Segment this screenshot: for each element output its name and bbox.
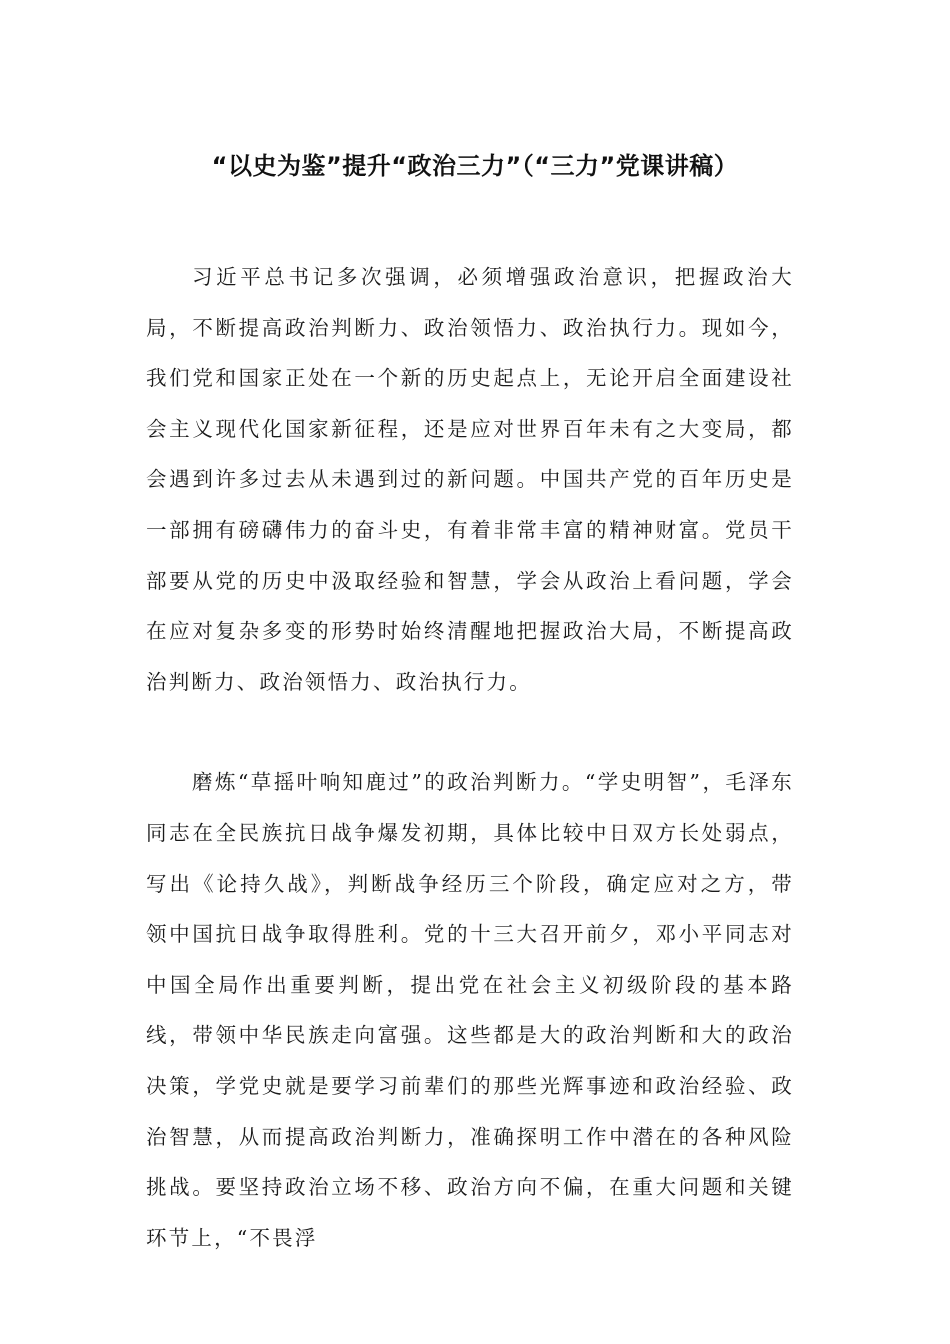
paragraph-intro: 习近平总书记多次强调，必须增强政治意识，把握政治大局，不断提高政治判断力、政治领悟力、政治执行力。现如今，我们党和国家正处在一个新的历史起点上，无论开启全面建设社会主义现代化国家新征程，还是应对世界百年未有之大变局，都会遇到许多过去从未遇到过的新问题。中国共产党的百年历史是一部拥有磅礴伟力的奋斗史，有着非常丰富的精神财富。党员干部要从党的历史中汲取经验和智慧，学会从政治上看问题，学会在应对复杂多变的形势时始终清醒地把握政治大局，不断提高政治判断力、政治领悟力、政治执行力。 bbox=[146, 265, 794, 694]
paragraph-judgment: 磨炼“草摇叶响知鹿过”的政治判断力。“学史明智”，毛泽东同志在全民族抗日战争爆发初期，具体比较中日双方长处弱点，写出《论持久战》，判断战争经历三个阶段，确定应对之方，带领中国抗日战争取得胜利。党的十三大召开前夕，邓小平同志对中国全局作出重要判断，提出党在社会主义初级阶段的基本路线，带领中华民族走向富强。这些都是大的政治判断和大的政治决策，学党史就是要学习前辈们的那些光辉事迹和政治经验、政治智慧，从而提高政治判断力，准确探明工作中潜在的各种风险挑战。要坚持政治立场不移、政治方向不偏，在重大问题和关键环节上，“不畏浮 bbox=[146, 770, 794, 1250]
document-title: “以史为鉴”提升“政治三力”（“三力”党课讲稿） bbox=[211, 152, 739, 181]
document-body bbox=[146, 252, 794, 1263]
